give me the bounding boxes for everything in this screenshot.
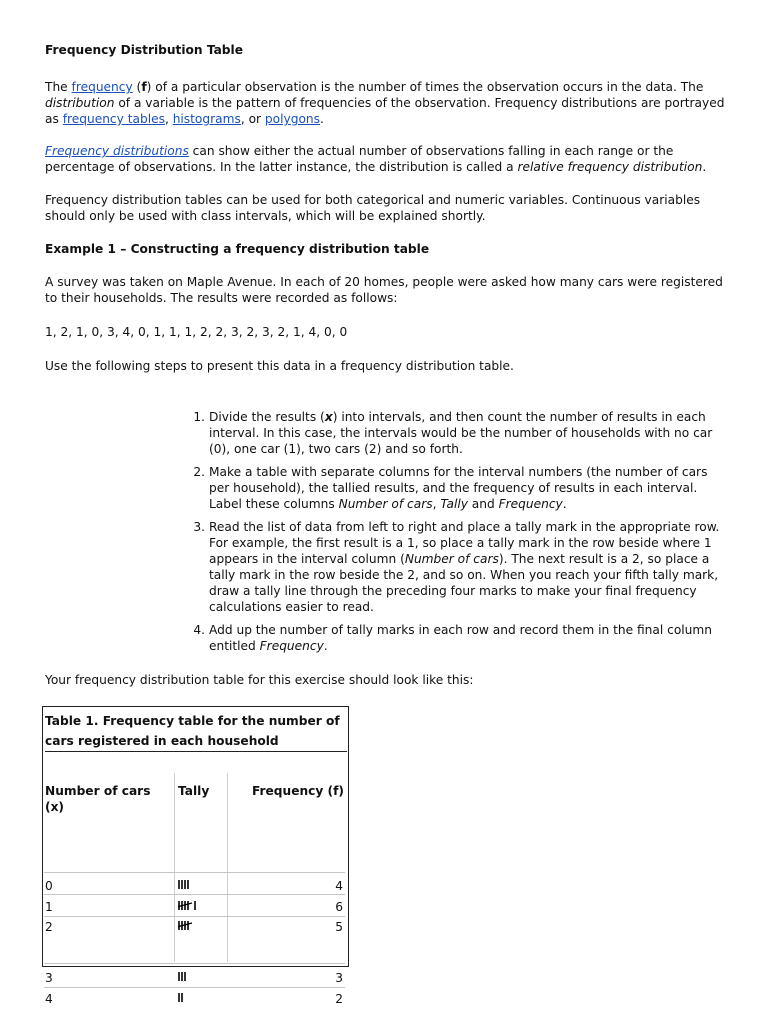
tally-marks bbox=[178, 920, 218, 932]
row-divider bbox=[44, 916, 345, 917]
table-row bbox=[43, 970, 348, 986]
table-row bbox=[43, 991, 348, 1007]
section-title: Frequency Distribution Table bbox=[45, 43, 243, 57]
link-frequency[interactable]: frequency bbox=[71, 80, 133, 94]
step-2: 2. Make a table with separate columns for the interval numbers (the number of cars per household), the tallied results, and the frequency of results in each interval. Label these columns Number of cars, Tally and Frequency. bbox=[193, 465, 708, 511]
link-frequency-tables[interactable]: frequency tables bbox=[62, 112, 165, 126]
row-divider bbox=[44, 987, 345, 988]
cell-frequency: 5 bbox=[335, 920, 343, 934]
paragraph-survey: A survey was taken on Maple Avenue. In each of 20 homes, people were asked how many cars were registered to their households. The results were recorded as follows: bbox=[45, 275, 723, 305]
paragraph-steps-intro: Use the following steps to present this data in a frequency distribution table. bbox=[45, 359, 514, 373]
cell-frequency: 3 bbox=[335, 971, 343, 985]
cell-frequency: 4 bbox=[335, 879, 343, 893]
cell-cars: 4 bbox=[45, 992, 53, 1006]
tally-icon bbox=[178, 920, 218, 932]
link-histograms[interactable]: histograms bbox=[172, 112, 241, 126]
tally-marks bbox=[178, 879, 218, 891]
tally-marks bbox=[178, 971, 218, 983]
example-title: Example 1 – Constructing a frequency distribution table bbox=[45, 242, 430, 256]
frequency-table bbox=[42, 706, 349, 1006]
step-3: 3. Read the list of data from left to right and place a tally mark in the appropriate row. For example, the first result is a 1, so place a tally mark in the row beside where 1 appears in the interval column (Number of cars). The next result is a 2, so place a tally mark in the row beside the 2, and so on. When you reach your fifth tally mark, draw a tally line through the preceding four marks to make your final frequency calculations easier to read. bbox=[193, 520, 720, 614]
column-header-tally: Tally bbox=[178, 784, 210, 798]
tally-icon bbox=[178, 900, 218, 912]
paragraph-frequency-distributions: Frequency distributions can show either the actual number of observations falling in each range or the percentage of observations. In the latter instance, the distribution is called a relative frequency distribution. bbox=[45, 144, 707, 174]
cell-cars: 1 bbox=[45, 900, 53, 914]
table-row bbox=[43, 919, 348, 935]
table-row bbox=[43, 899, 348, 915]
table-row bbox=[43, 878, 348, 894]
cell-frequency: 2 bbox=[335, 992, 343, 1006]
row-divider bbox=[44, 963, 345, 964]
cell-frequency: 6 bbox=[335, 900, 343, 914]
cell-cars: 3 bbox=[45, 971, 53, 985]
column-header-number-of-cars: Number of cars (x) bbox=[45, 784, 151, 814]
table-caption: Table 1. Frequency table for the number of cars registered in each household bbox=[45, 711, 347, 752]
cell-cars: 2 bbox=[45, 920, 53, 934]
tally-icon bbox=[178, 971, 218, 983]
paragraph-frequency-definition: The frequency (f) of a particular observation is the number of times the observation occurs in the data. The distribution of a variable is the pattern of frequencies of the observation. Frequency distributions are portrayed as frequency tables, histograms, or polygons. bbox=[45, 80, 725, 126]
row-divider bbox=[44, 894, 345, 895]
tally-marks bbox=[178, 900, 218, 912]
document-page bbox=[45, 42, 730, 1006]
data-line: 1, 2, 1, 0, 3, 4, 0, 1, 1, 1, 2, 2, 3, 2, 3, 2, 1, 4, 0, 0 bbox=[45, 325, 348, 339]
column-header-frequency: Frequency (f) bbox=[251, 784, 344, 798]
tally-icon bbox=[178, 992, 218, 1004]
step-4: 4. Add up the number of tally marks in each row and record them in the final column entitled Frequency. bbox=[193, 623, 712, 653]
paragraph-variables: Frequency distribution tables can be used for both categorical and numeric variables. Continuous variables should only be used with class intervals, which will be explained shortly. bbox=[45, 193, 701, 223]
link-polygons[interactable]: polygons bbox=[264, 112, 320, 126]
link-frequency-distributions[interactable]: Frequency distributions bbox=[45, 144, 189, 158]
paragraph-table-intro: Your frequency distribution table for this exercise should look like this: bbox=[45, 673, 474, 687]
steps-list bbox=[193, 409, 729, 661]
cell-cars: 0 bbox=[45, 879, 53, 893]
tally-icon bbox=[178, 879, 218, 891]
row-divider bbox=[44, 872, 345, 873]
step-1: 1. Divide the results (x) into intervals, and then count the number of results in each interval. In this case, the intervals would be the number of households with no car (0), one car (1), two cars (2) and so forth. bbox=[193, 410, 713, 456]
tally-marks bbox=[178, 992, 218, 1004]
